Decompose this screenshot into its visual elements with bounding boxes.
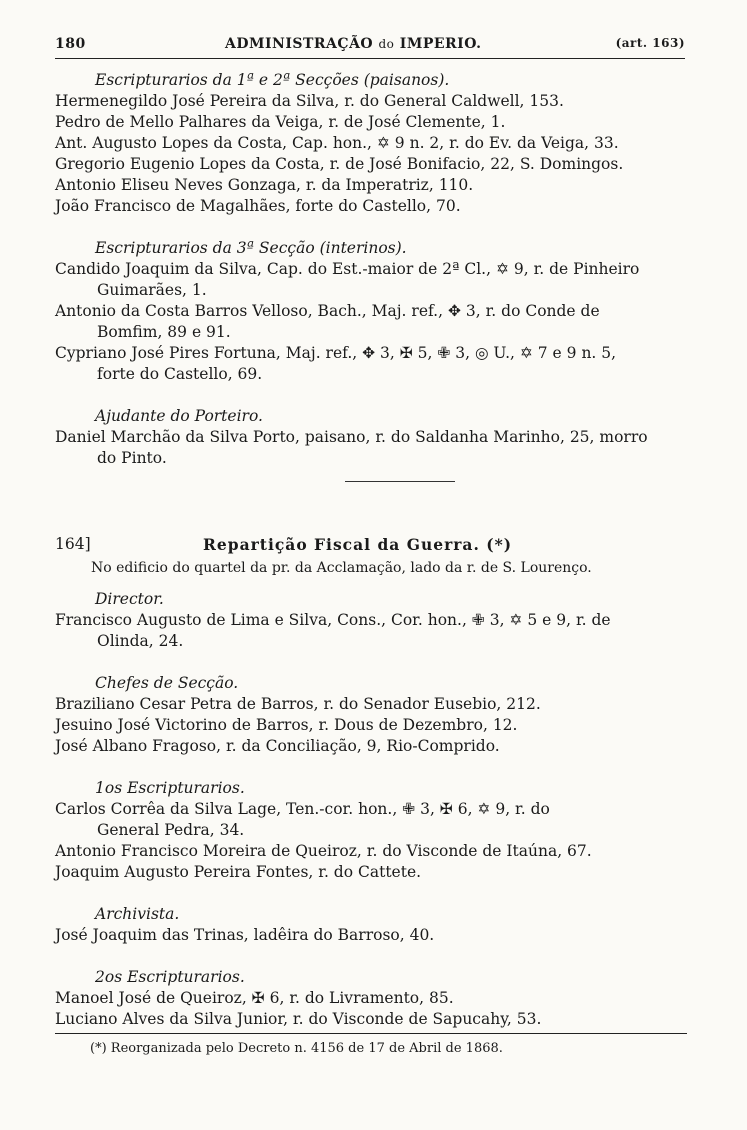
entry-list	[55, 799, 687, 883]
list-item	[55, 91, 687, 112]
section-title: 1os Escripturarios.	[95, 779, 245, 797]
entry-list	[55, 694, 687, 757]
entry-line: José Albano Fragoso, r. da Conciliação, 9, Rio-Comprido.	[55, 737, 500, 755]
article-number: 164]	[55, 535, 91, 553]
page-number: 180	[55, 36, 86, 52]
section-title: Ajudante do Porteiro.	[95, 407, 263, 425]
list-item	[55, 259, 687, 301]
entry-list	[55, 988, 687, 1030]
section-title: Escripturarios da 1ª e 2ª Secções (paisanos).	[95, 71, 450, 89]
page-header	[55, 36, 685, 58]
section-title: 2os Escripturarios.	[95, 968, 245, 986]
list-item	[55, 694, 687, 715]
entry-line: Joaquim Augusto Pereira Fontes, r. do Cattete.	[55, 863, 422, 881]
list-item	[55, 715, 687, 736]
list-item	[55, 196, 687, 217]
list-item	[55, 988, 687, 1009]
list-item	[55, 427, 687, 469]
entry-line: Manoel José de Queiroz, ✠ 6, r. do Livramento, 85.	[55, 989, 454, 1007]
entry-line: Carlos Corrêa da Silva Lage, Ten.-cor. hon., ✙ 3, ✠ 6, ✡ 9, r. do	[55, 800, 550, 818]
entry-list	[55, 91, 687, 217]
entry-continuation: forte do Castello, 69.	[97, 365, 263, 383]
list-item	[55, 301, 687, 343]
list-item	[55, 175, 687, 196]
list-item	[55, 1009, 687, 1030]
running-title: ADMINISTRAÇÃO do IMPERIO.	[225, 36, 482, 52]
entry-line: Antonio Eliseu Neves Gonzaga, r. da Imperatriz, 110.	[55, 176, 474, 194]
entry-line: Daniel Marchão da Silva Porto, paisano, r. do Saldanha Marinho, 25, morro	[55, 428, 648, 446]
entry-line: Jesuino José Victorino de Barros, r. Dous de Dezembro, 12.	[55, 716, 518, 734]
section-title: Archivista.	[95, 905, 180, 923]
entry-continuation: Guimarães, 1.	[97, 281, 207, 299]
entry-line: José Joaquim das Trinas, ladêira do Barroso, 40.	[55, 926, 435, 944]
entry-line: Antonio da Costa Barros Velloso, Bach., Maj. ref., ✥ 3, r. do Conde de	[55, 302, 600, 320]
entry-continuation: Bomfim, 89 e 91.	[97, 323, 231, 341]
list-item	[55, 112, 687, 133]
list-item	[55, 133, 687, 154]
entry-line: Antonio Francisco Moreira de Queiroz, r. do Visconde de Itaúna, 67.	[55, 842, 592, 860]
list-item	[55, 736, 687, 757]
entry-list	[55, 427, 687, 469]
list-item	[55, 799, 687, 841]
entry-line: Cypriano José Pires Fortuna, Maj. ref., ✥ 3, ✠ 5, ✙ 3, ◎ U., ✡ 7 e 9 n. 5,	[55, 344, 617, 362]
section-title: Chefes de Secção.	[95, 674, 239, 692]
section-title: Escripturarios da 3ª Secção (interinos).	[95, 239, 407, 257]
entry-line: Candido Joaquim da Silva, Cap. do Est.-maior de 2ª Cl., ✡ 9, r. de Pinheiro	[55, 260, 640, 278]
header-rule	[55, 58, 685, 59]
entry-line: Luciano Alves da Silva Junior, r. do Visconde de Sapucahy, 53.	[55, 1010, 542, 1028]
list-item	[55, 343, 687, 385]
repartition-heading	[55, 534, 687, 558]
list-item	[55, 841, 687, 862]
entry-continuation: do Pinto.	[97, 449, 167, 467]
entry-list	[55, 259, 687, 385]
list-item	[55, 610, 687, 652]
entry-continuation: Olinda, 24.	[97, 632, 184, 650]
entry-line: Gregorio Eugenio Lopes da Costa, r. de José Bonifacio, 22, S. Domingos.	[55, 155, 624, 173]
footnote-rule	[55, 1033, 687, 1034]
article-reference: (art. 163)	[615, 36, 685, 50]
list-item	[55, 925, 687, 946]
footnote: (*) Reorganizada pelo Decreto n. 4156 de 17 de Abril de 1868.	[90, 1041, 503, 1056]
entry-line: João Francisco de Magalhães, forte do Castello, 70.	[55, 197, 461, 215]
entry-line: Francisco Augusto de Lima e Silva, Cons., Cor. hon., ✙ 3, ✡ 5 e 9, r. de	[55, 611, 611, 629]
list-item	[55, 862, 687, 883]
list-item	[55, 154, 687, 175]
repartition-title: Repartição Fiscal da Guerra. (*)	[203, 535, 513, 554]
repartition-location: No edificio do quartel da pr. da Acclamação, lado da r. de S. Lourenço.	[91, 560, 592, 576]
entry-line: Hermenegildo José Pereira da Silva, r. do General Caldwell, 153.	[55, 92, 564, 110]
entry-line: Pedro de Mello Palhares da Veiga, r. de José Clemente, 1.	[55, 113, 506, 131]
entry-line: Ant. Augusto Lopes da Costa, Cap. hon., ✡ 9 n. 2, r. do Ev. da Veiga, 33.	[55, 134, 619, 152]
section-title: Director.	[95, 590, 164, 608]
entry-list	[55, 925, 687, 946]
entry-line: Braziliano Cesar Petra de Barros, r. do Senador Eusebio, 212.	[55, 695, 541, 713]
page-body	[55, 70, 687, 1030]
entry-list	[55, 610, 687, 652]
entry-continuation: General Pedra, 34.	[97, 821, 245, 839]
